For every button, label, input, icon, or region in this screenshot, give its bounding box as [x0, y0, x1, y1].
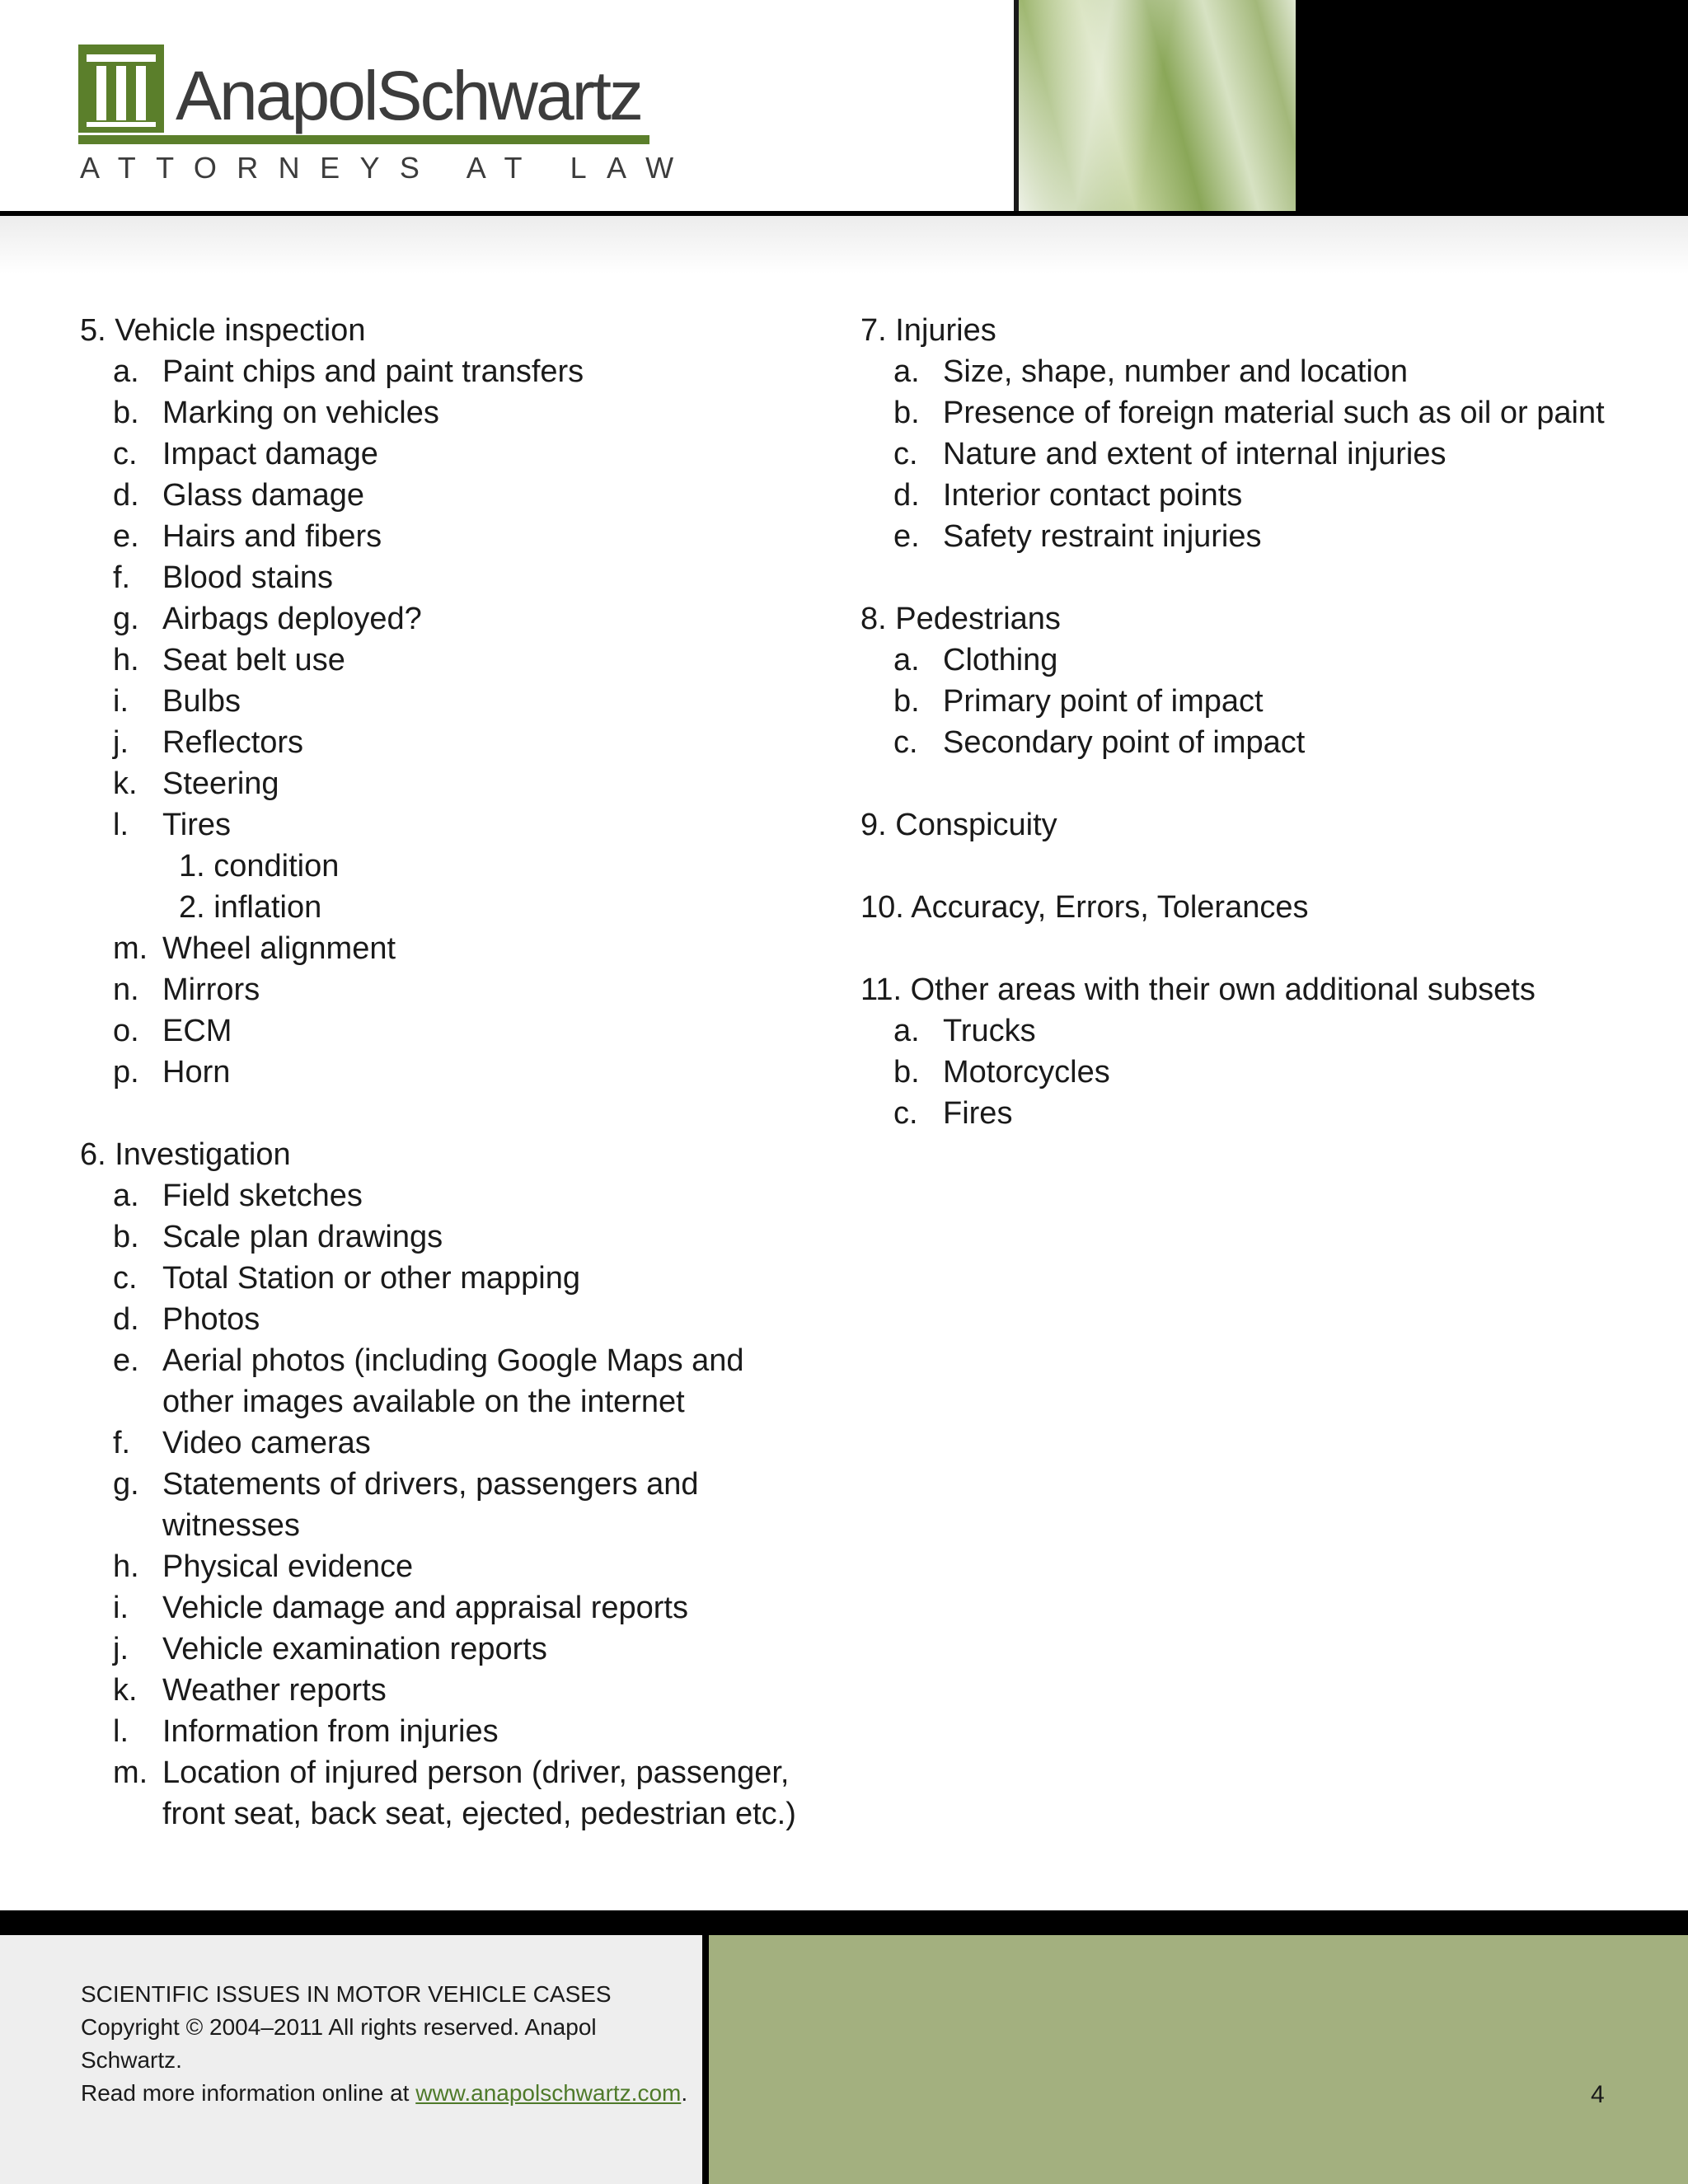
item-letter: o.	[113, 1014, 139, 1048]
list-item	[80, 640, 822, 681]
sub-list-item: 1. condition	[179, 849, 340, 883]
item-text: Paint chips and paint transfers	[162, 354, 584, 389]
list-item	[80, 351, 822, 392]
item-letter: b.	[113, 1220, 139, 1254]
list-item	[80, 598, 822, 640]
list-item	[80, 804, 822, 846]
item-letter: a.	[893, 354, 920, 389]
document-title: SCIENTIFIC ISSUES IN MOTOR VEHICLE CASES	[81, 1981, 612, 2007]
list-item	[80, 1752, 822, 1835]
list-item	[80, 969, 822, 1010]
item-letter: e.	[113, 519, 139, 554]
item-text: ECM	[162, 1014, 232, 1048]
page-number: 4	[1591, 2081, 1605, 2108]
list-section	[860, 804, 1652, 846]
item-text: Seat belt use	[162, 643, 345, 677]
item-text: Vehicle damage and appraisal reports	[162, 1591, 688, 1625]
item-letter: b.	[893, 684, 920, 719]
item-text: Blood stains	[162, 560, 334, 595]
list-item	[80, 1175, 822, 1216]
item-letter: b.	[893, 1055, 920, 1090]
list-item	[80, 516, 822, 557]
firm-logo	[78, 45, 694, 185]
item-text: Wheel alignment	[162, 931, 396, 966]
section-title: 9. Conspicuity	[860, 808, 1057, 842]
item-letter: h.	[113, 643, 139, 677]
item-text: Interior contact points	[943, 478, 1243, 513]
item-text: Secondary point of impact	[943, 725, 1306, 760]
list-item	[80, 1546, 822, 1587]
item-text: Physical evidence	[162, 1549, 414, 1584]
item-letter: c.	[113, 437, 138, 471]
item-text: Hairs and fibers	[162, 519, 382, 554]
item-letter: e.	[893, 519, 920, 554]
header-shadow	[0, 216, 1688, 274]
list-item	[860, 722, 1652, 763]
list-item	[80, 1299, 822, 1340]
item-letter: g.	[113, 1467, 139, 1502]
item-letter: c.	[893, 437, 918, 471]
footer-divider	[702, 1935, 709, 2184]
item-letter: a.	[113, 354, 139, 389]
item-text: Safety restraint injuries	[943, 519, 1262, 554]
item-letter: l.	[113, 1714, 129, 1749]
list-item	[80, 1670, 822, 1711]
item-text: Motorcycles	[943, 1055, 1110, 1090]
item-letter: j.	[113, 725, 129, 760]
list-item	[80, 1216, 822, 1258]
item-text: Tires	[162, 808, 232, 842]
list-item	[80, 722, 822, 763]
list-item	[860, 516, 1652, 557]
item-text: Primary point of impact	[943, 684, 1264, 719]
copyright-notice: Copyright © 2004–2011 All rights reserved. Anapol Schwartz.	[81, 2014, 597, 2073]
item-letter: h.	[113, 1549, 139, 1584]
item-text: Size, shape, number and location	[943, 354, 1409, 389]
item-letter: b.	[893, 396, 920, 430]
item-letter: c.	[893, 1096, 918, 1131]
item-letter: a.	[893, 643, 920, 677]
list-item	[80, 1422, 822, 1464]
list-item	[80, 434, 822, 475]
list-item	[860, 351, 1652, 392]
item-text: Glass damage	[162, 478, 365, 513]
item-text: Clothing	[943, 643, 1058, 677]
list-section	[860, 887, 1652, 928]
list-item	[80, 681, 822, 722]
list-item	[860, 681, 1652, 722]
item-text: Statements of drivers, passengers and witnesses	[162, 1467, 699, 1543]
list-item	[80, 1711, 822, 1752]
item-letter: a.	[893, 1014, 920, 1048]
sub-list-item: 2. inflation	[179, 890, 322, 925]
list-item	[80, 1629, 822, 1670]
item-text: Vehicle examination reports	[162, 1632, 547, 1666]
list-item	[80, 1340, 822, 1422]
item-text: Steering	[162, 766, 279, 801]
item-letter: i.	[113, 684, 129, 719]
list-item	[80, 1587, 822, 1629]
list-item	[80, 557, 822, 598]
item-text: Fires	[943, 1096, 1013, 1131]
item-letter: f.	[113, 560, 131, 595]
item-text: Marking on vehicles	[162, 396, 439, 430]
item-text: Field sketches	[162, 1179, 363, 1213]
footer-text	[81, 1978, 691, 2110]
list-item	[80, 1258, 822, 1299]
read-more-suffix: .	[681, 2080, 688, 2106]
left-column	[80, 310, 822, 1876]
item-letter: f.	[113, 1426, 131, 1460]
item-letter: k.	[113, 1673, 138, 1708]
list-item	[80, 1052, 822, 1093]
list-item	[860, 392, 1652, 434]
list-item	[80, 1464, 822, 1546]
item-letter: k.	[113, 766, 138, 801]
item-letter: b.	[113, 396, 139, 430]
item-text: Nature and extent of internal injuries	[943, 437, 1447, 471]
item-text: Airbags deployed?	[162, 602, 422, 636]
item-letter: c.	[893, 725, 918, 760]
columns-logo-icon	[78, 45, 164, 133]
list-item	[80, 928, 822, 969]
list-section	[860, 969, 1652, 1134]
section-title: 8. Pedestrians	[860, 602, 1061, 636]
item-letter: c.	[113, 1261, 138, 1296]
section-title: 5. Vehicle inspection	[80, 313, 366, 348]
logo-underline	[78, 135, 649, 144]
item-letter: d.	[113, 1302, 139, 1337]
item-letter: e.	[113, 1343, 139, 1378]
list-item	[80, 392, 822, 434]
item-text: Total Station or other mapping	[162, 1261, 580, 1296]
section-title: 7. Injuries	[860, 313, 996, 348]
list-item	[860, 1093, 1652, 1134]
right-column	[860, 310, 1652, 1175]
list-section	[860, 310, 1652, 557]
read-more-line	[81, 2077, 691, 2110]
page-header	[0, 0, 1688, 213]
footer-rule	[0, 1910, 1688, 1935]
item-letter: g.	[113, 602, 139, 636]
item-text: Weather reports	[162, 1673, 387, 1708]
item-letter: j.	[113, 1632, 129, 1666]
list-section	[80, 310, 822, 1093]
list-item	[860, 640, 1652, 681]
item-letter: i.	[113, 1591, 129, 1625]
item-letter: n.	[113, 972, 139, 1007]
list-item	[860, 475, 1652, 516]
item-letter: p.	[113, 1055, 139, 1090]
item-text: Location of injured person (driver, passenger, front seat, back seat, ejected, pedestrian etc.)	[162, 1755, 796, 1831]
item-letter: m.	[113, 1755, 148, 1790]
item-text: Reflectors	[162, 725, 304, 760]
footer-green-panel	[709, 1935, 1688, 2184]
header-black-block	[1296, 0, 1688, 213]
list-section	[860, 598, 1652, 763]
list-item	[80, 1010, 822, 1052]
item-text: Impact damage	[162, 437, 378, 471]
item-text: Video cameras	[162, 1426, 371, 1460]
item-text: Presence of foreign material such as oil or paint	[943, 396, 1605, 430]
header-photo	[1019, 0, 1296, 211]
list-item	[860, 1010, 1652, 1052]
item-text: Information from injuries	[162, 1714, 499, 1749]
item-letter: a.	[113, 1179, 139, 1213]
list-item	[80, 475, 822, 516]
item-text: Mirrors	[162, 972, 260, 1007]
firm-name: AnapolSchwartz	[176, 57, 641, 134]
list-item	[860, 1052, 1652, 1093]
item-text: Horn	[162, 1055, 231, 1090]
item-letter: l.	[113, 808, 129, 842]
item-letter: d.	[893, 478, 920, 513]
list-item	[860, 434, 1652, 475]
item-text: Scale plan drawings	[162, 1220, 443, 1254]
item-text: Photos	[162, 1302, 260, 1337]
section-title: 6. Investigation	[80, 1137, 291, 1172]
list-item	[80, 763, 822, 804]
firm-tagline: ATTORNEYS AT LAW	[80, 151, 694, 185]
section-title: 10. Accuracy, Errors, Tolerances	[860, 890, 1309, 925]
website-link[interactable]: www.anapolschwartz.com	[415, 2080, 682, 2106]
item-letter: m.	[113, 931, 148, 966]
item-text: Bulbs	[162, 684, 241, 719]
list-section	[80, 1134, 822, 1835]
item-letter: d.	[113, 478, 139, 513]
item-text: Trucks	[943, 1014, 1036, 1048]
item-text: Aerial photos (including Google Maps and other images available on the internet	[162, 1343, 744, 1419]
section-title: 11. Other areas with their own additional subsets	[860, 972, 1536, 1007]
read-more-prefix: Read more information online at	[81, 2080, 416, 2106]
